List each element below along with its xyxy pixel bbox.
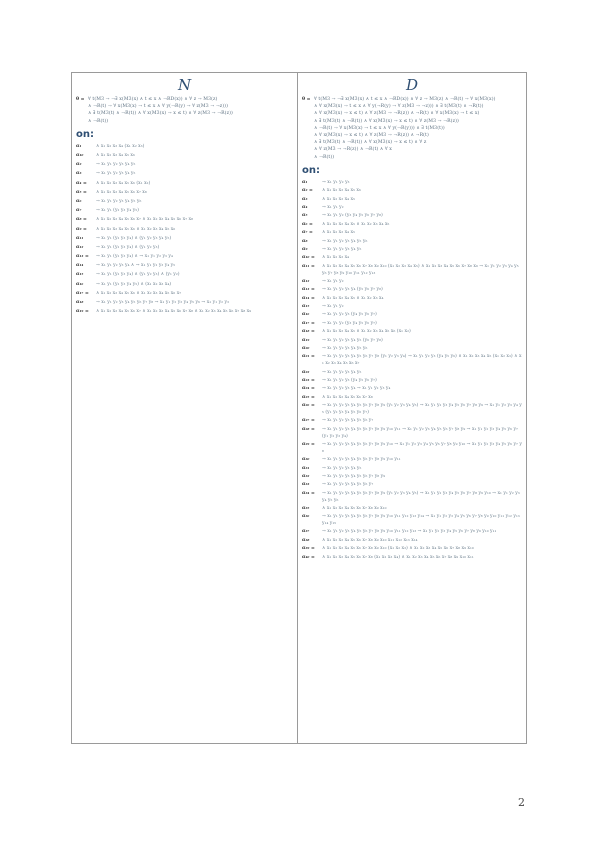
rule-id: α₂₃ = — [302, 378, 315, 384]
rule-formula: ∧ x₁ x₂ x₃ x₄ x₅ x₆ — [96, 153, 135, 158]
rule-formula: ∧ x₁ x₂ x₃ x₄ x₅ x₆ ∧ x₁ x₂ x₃ x₄ x₅ x₆ — [96, 226, 176, 232]
rule-row — [302, 403, 522, 417]
formula-line: ∧ ∀ x(M3(x) → x ≤ t) ∧ ∀ z(M3 → ¬R(z)) ∧ ¬R(t) ∧ ∀ x(M3(x) → t ≤ x) — [314, 111, 480, 117]
column-body-d — [298, 96, 526, 561]
rule-formula: ∧ x₁ x₂ x₃ x₄ x₅ x₆ x₇ x₈ (x₁ x₂ x₃ x₄) ∧ x₁ x₂ x₃ x₄ x₅ x₆ x₇ x₈ x₉ x₁₀ x₁₁ — [322, 554, 474, 560]
rule-formula: → x₁ y₁ (y₂ y₃ y₄) ∧ (y₁ y₂ y₃ y₄ y₅) — [96, 235, 172, 241]
rule-id: α₂₁ = — [302, 354, 315, 360]
section-label-on: on: — [302, 164, 320, 176]
rule-row — [302, 482, 522, 489]
rule-formula: → x₁ y₁ y₂ y₃ — [322, 179, 350, 185]
rule-row — [302, 239, 522, 246]
rule-row — [302, 180, 522, 187]
rule-formula: → x₁ y₁ y₂ y₃ y₄ y₅ — [322, 246, 362, 252]
rule-row — [302, 386, 522, 393]
rule-formula: → x₁ y₁ y₂ (y₃ y₄ y₅ y₆ y₇ y₈) — [322, 213, 383, 219]
rule-formula: → x₁ y₁ y₂ y₃ y₄ y₅ y₆ — [96, 198, 142, 204]
rule-id: α₄ — [302, 205, 308, 210]
theta-symbol: θ = — [76, 97, 85, 102]
rule-row — [302, 442, 522, 456]
rule-row — [302, 506, 522, 513]
rule-formula: → x₁ y₁ y₂ y₃ y₄ y₅ y₆ y₇ y₈ (y₁ y₂ y₃ y₄) → x₁ y₁ y₂ y₃ (y₄ y₅ y₆) ∧ x₁ x₂ x₃ x₄ x₅ (x₁ x₂ x₃) ∧ x₁ x₂ x₃ x₄ x₅ x₆ x₇ — [322, 354, 522, 367]
rule-row — [302, 418, 522, 425]
rule-id: α₂₀ — [302, 346, 310, 352]
rule-row — [302, 354, 522, 368]
rule-row — [302, 205, 522, 212]
rule-formula: → x₁ y₁ y₂ y₃ y₄ y₅ y₆ — [322, 346, 368, 352]
rule-row — [76, 236, 293, 243]
rule-formula: → x₁ y₁ y₂ — [322, 278, 344, 284]
rule-id: α₁₇ = — [76, 290, 89, 296]
rule-id: α₂₄ = — [302, 386, 315, 392]
rule-formula: → x₁ y₁ (y₂ y₃ y₄ y₅) ∧ (x₁ x₂ x₃ x₄) — [96, 281, 172, 287]
rule-formula: → x₁ y₁ y₂ — [322, 304, 344, 310]
rule-formula: → x₁ y₁ y₂ y₃ y₄ y₅ — [96, 162, 136, 168]
rule-row — [76, 181, 293, 188]
rule-row — [76, 309, 293, 316]
rule-list-d — [302, 180, 522, 562]
rule-id: α₃₉ = — [302, 546, 315, 552]
theta-symbol: θ = — [302, 97, 311, 102]
rule-row — [76, 272, 293, 279]
formula-line: ∀ t(M3 → ¬∃ x(M3(x) ∧ t ≤ x ∧ ¬RD(x)) ∧ ∀ z → M3(z) — [88, 97, 218, 102]
rule-formula: ∧ x₁ x₂ x₃ x₄ x₅ x₆ x₇ x₈ x₉ x₁₀ x₁₁ x₁₂ x₁₃ x₁₄ — [322, 537, 418, 543]
rule-id: α₂₅ = — [302, 394, 315, 400]
rule-formula: → x₁ y₁ y₂ y₃ y₄ ∧ → x₁ y₁ y₂ y₃ y₄ y₅ — [96, 263, 176, 269]
formula-table — [71, 72, 527, 744]
rule-id: α₄ = — [76, 180, 87, 186]
column-d — [298, 73, 526, 743]
rule-formula: ∧ x₁ x₂ x₃ x₄ x₅ x₆ x₇ x₈ x₉ x₁₀ (x₁ x₂ x₃) ∧ x₁ x₂ x₃ x₄ x₅ x₆ x₇ x₈ x₉ x₁₀ — [322, 546, 474, 552]
rule-id: α₁ — [76, 143, 82, 149]
section-label-on: on: — [76, 128, 94, 140]
rule-row — [302, 188, 522, 195]
rule-formula: → x₁ y₁ y₂ y₃ y₄ (y₅ y₆ y₇ y₈) — [322, 287, 383, 293]
rule-formula: ∧ x₁ x₂ x₃ x₄ x₅ — [322, 196, 355, 202]
rule-row — [76, 171, 293, 178]
rule-formula: ∧ x₁ x₂ x₃ x₄ x₅ x₆ x₇ x₈ x₉ x₁₀ — [322, 505, 387, 511]
rule-formula: ∧ x₁ x₂ x₃ x₄ x₅ x₆ x₇ ∧ x₁ x₂ x₃ x₄ x₅ x₆ x₇ x₈ — [96, 217, 194, 223]
column-n — [72, 73, 298, 743]
rule-id: α₁₂ — [302, 278, 310, 284]
rule-row — [302, 321, 522, 328]
rule-formula: → x₁ y₁ y₂ y₃ y₄ y₅ y₆ y₇ y₈ y₉ (y₁ y₂ y₃ y₄ y₅) → x₁ y₁ y₂ y₃ y₄ y₅ y₆ y₇ y₈ y₉ y₁₀ → x₁ y₁ y₂ y₃ y₄ y₅ y₆ — [322, 490, 520, 503]
rule-formula: → x₁ y₁ y₂ y₃ y₄ y₅ y₆ y₇ y₈ → x₁ y₁ y₂ y₃ y₄ y₅ y₆ → x₁ y₁ y₂ y₃ — [96, 300, 229, 305]
rule-id: α₁₁ — [76, 235, 84, 241]
formula-line: ∧ ∃ t(M3(t) ∧ ¬R(t)) ∧ ∀ x(M3(x) → x ≤ t) ∧ ∀ z — [314, 140, 427, 146]
rule-id: α₁₃ = — [302, 287, 315, 293]
rule-id: α₉ — [302, 246, 308, 252]
rule-id: α₁₄ = — [302, 295, 315, 301]
rule-formula: ∧ x₁ x₂ x₃ x₄ x₅ x₆ (x₁ x₂) — [96, 180, 151, 186]
rule-id: α₃₇ — [302, 529, 310, 535]
formula-line: ∀ t(M3 → ¬∃ x(M3(x) ∧ t ≤ x ∧ ¬RD(x)) ∧ ∀ z → M3(z) ∧ ¬R(t) → ∀ x(M3(x)) — [314, 97, 496, 102]
rule-id: α₄₀ = — [302, 554, 315, 560]
rule-formula: → x₁ y₁ (y₂ y₃ y₄) ∧ (y₁ y₂ y₃) ∧ (y₁ y₂) — [96, 272, 180, 278]
rule-row — [302, 312, 522, 319]
rule-id: α₁₅ — [76, 272, 84, 278]
column-body-n — [72, 96, 297, 316]
rule-row — [302, 529, 522, 536]
rule-id: α₆ — [76, 198, 82, 204]
rule-formula: → x₁ y₁ y₂ (y₃ y₄ y₅ y₆ y₇) — [322, 320, 377, 326]
theta-formula — [314, 96, 522, 161]
rule-id: α₇ = — [302, 230, 313, 236]
rule-formula: ∧ x₁ x₂ x₃ x₄ x₅ ∧ x₁ x₂ x₃ x₄ x₅ x₆ (x₁ x₂) — [322, 329, 411, 335]
rule-id: α₅ = — [76, 189, 87, 195]
rule-row — [302, 304, 522, 311]
rule-row — [76, 254, 293, 261]
column-header-d: D — [405, 76, 419, 94]
rule-id: α₆ = — [302, 221, 313, 227]
rule-row — [302, 491, 522, 505]
rule-row — [302, 457, 522, 464]
rule-row — [76, 282, 293, 289]
rule-id: α₁₁ = — [302, 263, 315, 269]
formula-line: ∧ ∀ x(M3(x) → x ≤ t) ∧ ∀ z(M3 → ¬R(z)) ∧ ¬R(t) — [314, 133, 429, 139]
rule-row — [302, 247, 522, 254]
rule-id: α₂₂ — [302, 369, 310, 375]
rule-row — [302, 338, 522, 345]
rule-id: α₁₀ = — [302, 255, 315, 261]
rule-row — [302, 555, 522, 562]
rule-formula: → x₁ y₁ y₂ y₃ (y₄ y₅ y₆ y₇) — [322, 378, 377, 384]
rule-formula: ∧ x₁ x₂ x₃ x₄ x₅ x₆ x₇ x₈ — [96, 189, 147, 195]
rule-id: α₁₆ — [76, 281, 84, 287]
rule-id: α₁₅ — [302, 304, 310, 310]
rule-formula: → x₁ y₁ (y₂ y₃ y₄) ∧ → x₁ y₁ y₂ y₃ y₄ — [96, 254, 173, 260]
rule-formula: → x₁ y₁ y₂ y₃ y₄ y₅ — [96, 171, 136, 177]
rule-row — [76, 162, 293, 169]
rule-id: α₁₃ = — [76, 254, 89, 260]
rule-row — [76, 245, 293, 252]
rule-formula: ∧ x₁ x₂ x₃ x₄ x₅ x₆ ∧ x₁ x₂ x₃ x₄ x₅ x₆ x₇ — [96, 290, 182, 296]
rule-row — [302, 395, 522, 402]
rule-formula: → x₁ y₁ y₂ y₃ y₄ y₅ y₆ y₇ y₈ y₉ — [322, 473, 386, 479]
rule-row — [302, 346, 522, 353]
rule-id: α₁₈ = — [302, 329, 315, 335]
formula-line: ∧ ¬R(t) → ∀ x(M3(x) → t ≤ x ∧ ∀ y(¬R(y))) ∧ ∃ t(M3(t)) — [314, 125, 445, 131]
rule-formula: → x₁ y₁ y₂ y₃ y₄ y₅ y₆ y₇ y₈ y₉ y₁₀ y₁₁ → x₁ y₁ y₂ y₃ y₄ y₅ y₆ y₇ y₈ y₉ → x₁ y₁ y₂ y₃ y₄ y₅ y₆ y₇ (y₁ y₂ y₃ y₄) — [322, 426, 518, 439]
rule-formula: ∧ x₁ x₂ x₃ x₄ x₅ x₆ — [322, 188, 361, 194]
rule-formula: → x₁ y₁ y₂ y₃ y₄ y₅ y₆ — [322, 238, 368, 244]
rule-id: α₁₇ = — [302, 320, 315, 326]
rule-row — [302, 264, 522, 278]
rule-formula: → x₁ y₁ y₂ y₃ y₄ y₅ y₆ y₇ y₈ y₉ y₁₀ y₁₁ y₁₂ y₁₃ → x₁ y₁ y₂ y₃ y₄ y₅ y₆ y₇ y₈ y₉ y₁₀ y₁₁ — [322, 529, 497, 535]
rule-id: α₂ = — [302, 188, 313, 194]
rule-id: α₃₂ — [302, 473, 310, 479]
rule-row — [302, 329, 522, 336]
rule-id: α₁ — [302, 179, 308, 185]
rule-formula: ∧ x₁ x₂ x₃ x₄ x₅ — [322, 230, 355, 236]
rule-formula: ∧ x₁ x₂ x₃ x₄ x₅ ∧ x₁ x₂ x₃ x₄ x₅ — [322, 221, 390, 227]
rule-id: α₁₈ — [76, 300, 84, 305]
rule-row — [76, 300, 293, 307]
rule-row — [302, 378, 522, 385]
rule-id: α₃₅ — [302, 505, 310, 511]
rule-id: α₂₈ = — [302, 426, 315, 432]
formula-line: ∧ ∃ t(M3(t) ∧ ¬R(t)) ∧ ∀ x(M3(x) → x ≤ t) ∧ ∀ z(M3 → ¬R(z)) — [314, 118, 459, 124]
rule-id: α₃₆ — [302, 514, 310, 520]
rule-row — [76, 144, 293, 151]
rule-id: α₃₄ = — [302, 490, 315, 496]
rule-row — [302, 255, 522, 262]
formula-line: ∧ ∀ x(M3(x) → t ≤ x ∧ ∀ y(¬R(y) → ∀ z(M3 → ¬z))) ∧ ∃ t(M3(t) ∧ ¬R(t)) — [314, 104, 484, 110]
rule-formula: → x₁ y₁ y₂ y₃ y₄ y₅ y₆ y₇ — [322, 418, 374, 424]
rule-row — [302, 279, 522, 286]
rule-id: α₈ — [302, 238, 308, 244]
rule-row — [302, 296, 522, 303]
rule-row — [302, 222, 522, 229]
column-header-n: N — [177, 76, 192, 94]
rule-formula: → x₁ y₁ y₂ y₃ y₄ y₅ y₆ y₇ y₈ y₉ y₁₀ y₁₁ y₁₂ y₁₃ y₁₄ → x₁ y₁ y₂ y₃ y₄ y₅ y₆ y₇ y₈ y₉ y₁₀ y₁₁ y₁₂ y₁₃ y₁₄ y₁₅ — [322, 514, 520, 527]
rule-row — [302, 538, 522, 545]
rule-id: α₁₄ — [76, 263, 84, 269]
rule-formula: → x₁ y₁ y₂ y₃ y₄ → x₁ y₁ y₂ y₃ y₄ — [322, 386, 391, 392]
rule-id: α₁₉ — [302, 337, 310, 343]
rule-formula: → x₁ y₁ y₂ y₃ y₄ y₅ y₆ y₇ y₈ y₉ y₁₀ → x₁ y₁ y₂ y₃ y₄ y₅ y₆ y₇ y₈ y₉ y₁₀ → x₁ y₁ y₂ y₃ y₄ y₅ y₆ y₇ y₈ — [322, 441, 522, 454]
rule-id: α₃₁ — [302, 465, 310, 471]
rule-formula: → x₁ y₁ y₂ y₃ y₄ y₅ y₆ y₇ y₈ y₉ y₁₀ y₁₁ — [322, 457, 401, 463]
theta-formula — [88, 96, 293, 125]
formula-line: ∧ ¬R(t)) — [88, 118, 109, 124]
rule-row — [302, 370, 522, 377]
rule-formula: → x₁ y₁ y₂ y₃ y₄ y₅ y₆ y₇ y₈ y₉ (y₁ y₂ y₃ y₄ y₅) → x₁ y₁ y₂ y₃ y₄ y₅ y₆ y₇ y₈ y₉ → x₁ y₁ y₂ y₃ y₄ y₅ (y₁ y₂ y₃ y₄ y₅ y₆ y₇) — [322, 403, 522, 415]
rule-row — [76, 263, 293, 270]
formula-line: ∧ ∀ z(M3 → ¬R(z)) ∧ ¬R(t) ∧ ∀ x — [314, 147, 392, 153]
rule-id: α₃₈ — [302, 537, 310, 543]
rule-formula: ∧ x₁ x₂ x₃ x₄ x₅ x₆ x₇ x₈ x₉ x₁₀ (x₁ x₂ x₃ x₄ x₅) ∧ x₁ x₂ x₃ x₄ x₅ x₆ x₇ x₈ x₉ → x₁ y₁ y₂ y₃ y₄ y₅ y₆ y₇ y₈ y₉ y₁₀ y₁₁ y₁₂ y₁₃ — [322, 263, 519, 276]
rule-id: α₃ — [76, 171, 82, 177]
rule-row — [76, 190, 293, 197]
theta-definition-n — [76, 96, 293, 125]
rule-id: α₂ — [76, 162, 82, 168]
rule-formula: ∧ x₁ x₂ x₃ x₄ x₅ x₆ x₇ x₈ — [322, 394, 373, 400]
rule-row — [76, 291, 293, 298]
rule-formula: → x₁ y₁ y₂ y₃ y₄ y₅ — [322, 465, 362, 471]
rule-id: α₁₂ — [76, 244, 84, 250]
rule-id: α₇ — [76, 208, 82, 214]
rule-id: α₂₇ = — [302, 418, 315, 424]
rule-id: α₃₀ — [302, 457, 310, 463]
rule-id: α₃₃ — [302, 482, 310, 488]
rule-id: α₁₆ — [302, 312, 310, 318]
rule-id: α₁₀ — [76, 153, 84, 158]
rule-row — [302, 474, 522, 481]
rule-row — [76, 217, 293, 224]
rule-list-n — [76, 144, 293, 316]
rule-formula: ∧ x₁ x₂ x₃ x₄ — [322, 255, 350, 261]
rule-formula: → x₁ y₁ y₂ y₃ y₄ y₅ (y₆ y₇ y₈) — [322, 337, 383, 343]
rule-row — [302, 287, 522, 294]
rule-id: α₁₉ = — [76, 309, 89, 315]
rule-formula: → x₁ y₁ y₂ — [322, 205, 344, 210]
rule-row — [302, 546, 522, 553]
page-number: 2 — [518, 796, 525, 809]
rule-id: α₈ = — [76, 217, 87, 223]
formula-line: ∧ ¬R(t)) — [314, 154, 335, 160]
rule-id: α₃ — [302, 196, 308, 202]
rule-formula: → x₁ y₁ (y₂ y₃ y₄ y₅) — [96, 208, 139, 214]
rule-row — [76, 199, 293, 206]
rule-formula: → x₁ y₁ y₂ y₃ y₄ y₅ y₆ y₇ — [322, 482, 374, 488]
rule-id: α₂₉ = — [302, 441, 315, 447]
rule-formula: ∧ x₁ x₂ x₃ x₄ x₅ x₆ x₇ ∧ x₁ x₂ x₃ x₄ x₅ x₆ x₇ x₈ ∧ x₁ x₂ x₃ x₄ x₅ x₆ x₇ x₈ x₉ — [96, 309, 252, 315]
theta-definition-d — [302, 96, 522, 161]
rule-id: α₅ — [302, 213, 308, 219]
rule-row — [302, 514, 522, 528]
rule-row — [302, 197, 522, 204]
rule-row — [302, 230, 522, 237]
rule-row — [302, 427, 522, 441]
rule-id: α₂₆ = — [302, 403, 315, 409]
rule-id: α₉ = — [76, 226, 87, 232]
rule-row — [302, 466, 522, 473]
rule-formula: ∧ x₁ x₂ x₃ x₄ x₅ ∧ x₁ x₂ x₃ x₄ — [322, 295, 384, 301]
rule-formula: → x₁ y₁ y₂ y₃ y₄ y₅ — [322, 369, 362, 375]
rule-row — [76, 227, 293, 234]
rule-formula: → x₁ y₁ y₂ y₃ (y₄ y₅ y₆ y₇) — [322, 312, 377, 318]
rule-row — [76, 208, 293, 215]
rule-formula: ∧ x₁ x₂ x₃ x₄ (x₁ x₂ x₃) — [96, 143, 145, 149]
rule-formula: → x₁ y₁ (y₂ y₃ y₄) ∧ (y₁ y₂ y₃) — [96, 244, 160, 250]
rule-row — [76, 153, 293, 160]
rule-row — [302, 213, 522, 220]
formula-line: ∧ ∃ t(M3(t) ∧ ¬R(t)) ∧ ∀ x(M3(x) → x ≤ t) ∧ ∀ z(M3 → ¬R(z)) — [88, 111, 233, 117]
formula-line: ∧ ¬R(t) → ∀ x(M3(x) → t ≤ x ∧ ∀ y(¬R(y) → ∀ z(M3 → ¬z))) — [88, 104, 228, 110]
